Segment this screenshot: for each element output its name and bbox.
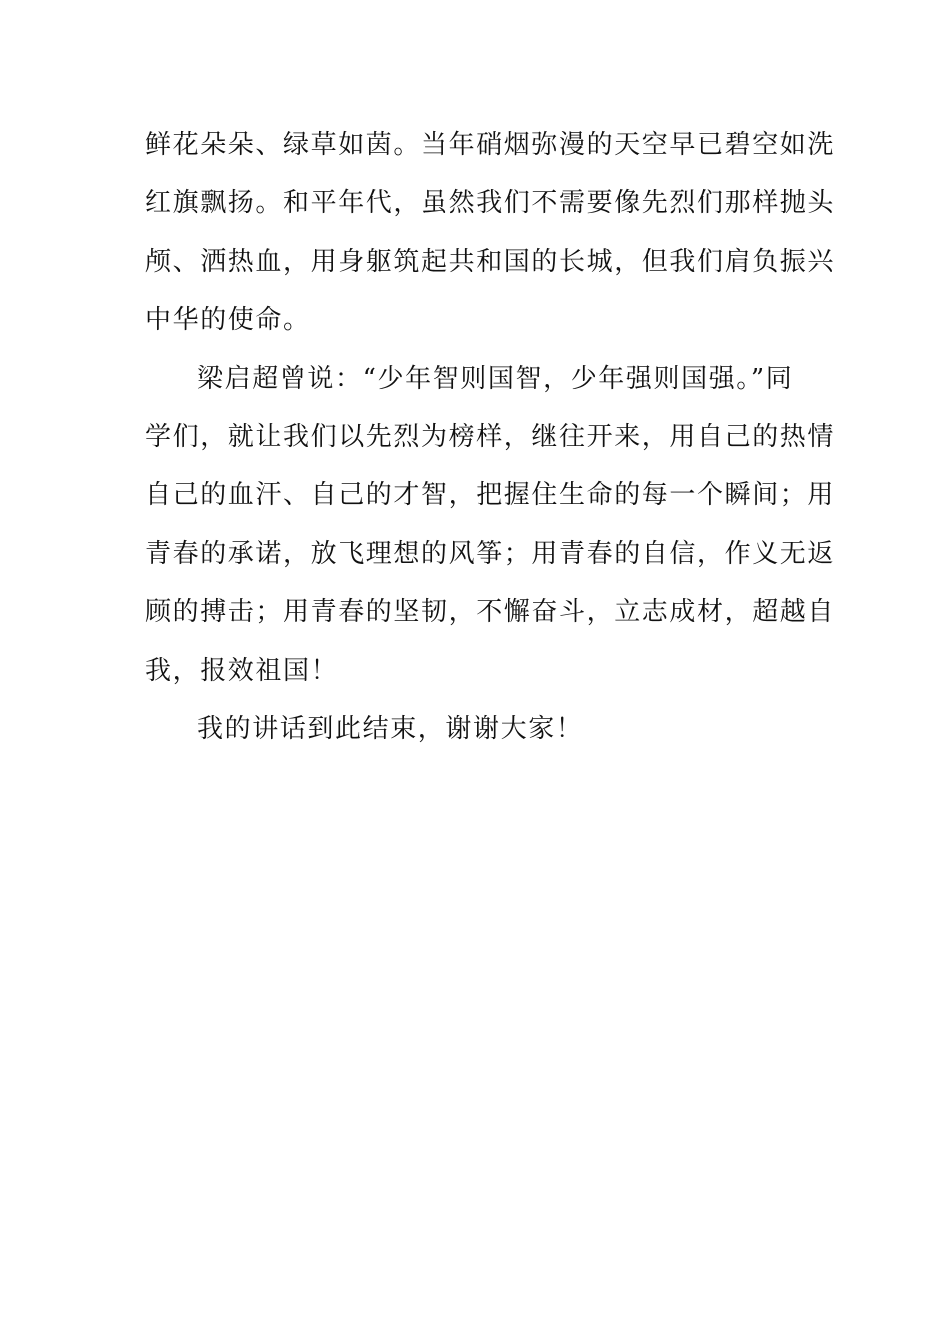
text-line: 鲜花朵朵、绿草如茵。当年硝烟弥漫的天空早已碧空如洗 [145,130,836,160]
text-line: 我的讲话到此结束，谢谢大家！ [197,713,584,744]
text-line: 学们，就让我们以先烈为榜样，继往开来，用自己的热情 [145,421,836,452]
paragraph-1 [145,116,836,350]
document-body [145,116,836,758]
text-line: 红旗飘扬。和平年代，虽然我们不需要像先烈们那样抛头 [145,188,836,219]
text-line: 我，报效祖国！ [145,655,339,686]
text-line: 青春的承诺，放飞理想的风筝；用青春的自信，作义无返 [145,538,836,569]
text-line: 颅、洒热血，用身躯筑起共和国的长城，但我们肩负振兴 [145,246,836,277]
paragraph-2 [145,350,836,700]
text-line: 顾的搏击；用青春的坚韧，不懈奋斗，立志成材，超越自 [145,597,836,628]
text-line: 中华的使命。 [145,305,311,336]
paragraph-3 [145,700,815,758]
text-line: 梁启超曾说：“少年智则国智，少年强则国强。”同 [197,363,794,394]
text-line: 自己的血汗、自己的才智，把握住生命的每一个瞬间；用 [145,480,836,511]
